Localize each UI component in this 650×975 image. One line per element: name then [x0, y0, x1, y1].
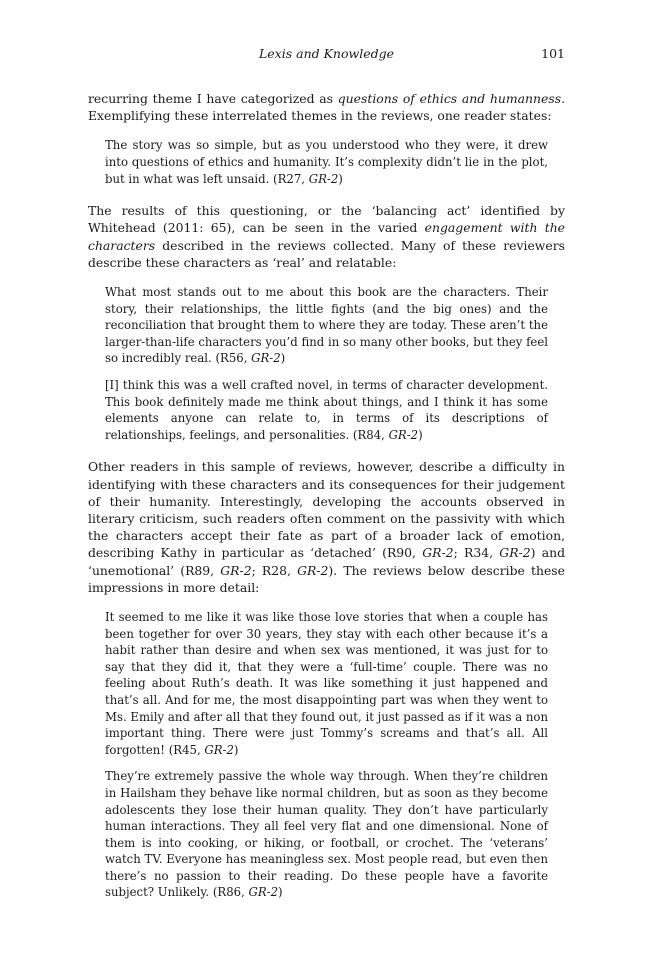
running-head: Lexis and Knowledge: [258, 46, 395, 61]
italic-term: engagement with the characters: [88, 220, 566, 253]
text-run: [I] think this was a well crafted novel, in terms of character development. This book definitely made me think about things, and I think it has some elements anyone can relate to, in terms of its descriptions of relationships, feelings, and personalities. (R84,: [105, 377, 548, 442]
block-quote-1: [105, 137, 548, 187]
source-code: GR-2: [499, 545, 531, 561]
paragraph-1: [88, 90, 565, 124]
text-run: ): [280, 351, 286, 366]
page-header: [88, 46, 565, 64]
block-quote-2: [105, 284, 548, 367]
text-run: described in the reviews collected. Many of these reviewers describe these characters as ‘real’ and relatable:: [88, 237, 565, 270]
italic-term: questions of ethics and humanness: [337, 91, 562, 106]
source-code: GR-2: [422, 545, 454, 561]
text-run: ): [278, 885, 283, 900]
block-quote-4: [105, 609, 548, 758]
text-run: The results of this questioning, or the ‘balancing act’ identified by Whitehead (2011: 65), can be seen in the varied: [88, 203, 565, 236]
source-code: GR-2: [248, 885, 279, 900]
text-run: ; R28,: [251, 562, 298, 578]
text-run: ): [233, 742, 239, 757]
block-quote-5: [105, 768, 548, 901]
text-run: recurring theme I have categorized as: [88, 91, 338, 106]
source-code: GR-2: [251, 351, 281, 366]
page-body: [88, 90, 565, 911]
page-number: 101: [541, 46, 565, 61]
text-run: What most stands out to me about this book are the characters. Their story, their relationships, the little fights (and the big ones) and the reconciliation that brought them to where they are today. These aren’t the larger-than-life characters you’d find in so many other books, but they feel so incredibly real. (R56,: [105, 285, 548, 366]
source-code: GR-2: [308, 171, 339, 186]
text-run: ): [418, 427, 423, 442]
paragraph-2: [88, 202, 565, 271]
text-run: ) and ‘unemotional’ (R89,: [88, 545, 565, 578]
source-code: GR-2: [220, 562, 252, 578]
text-run: They’re extremely passive the whole way through. When they’re children in Hailsham they behave like normal children, but as soon as they become adolescents they lose their human quality. They don’t have particularly human interactions. They all feel very flat and one dimensional. None of them is into cooking, or hiking, or football, or crochet. The ‘veterans’ watch TV. Everyone has meaningless sex. Most people read, but even then there’s no passion to their reading. Do these people have a favorite subject? Unlikely. (R86,: [105, 769, 548, 900]
source-code: GR-2: [388, 427, 419, 442]
text-run: ; R34,: [453, 545, 500, 561]
text-run: The story was so simple, but as you understood who they were, it drew into questions of ethics and humanity. It’s complexity didn’t lie in the plot, but in what was left unsaid. (R27,: [105, 138, 548, 186]
text-run: Other readers in this sample of reviews, however, describe a difficulty in identifying with these characters and its consequences for their judgement of their humanity. Interestingly, developing the accounts observed in literary criticism, such readers often comment on the passivity with which the characters accept their fate as part of a broader lack of emotion, describing Kathy in particular as ‘detached’ (R90,: [88, 459, 565, 561]
paragraph-3: [88, 458, 565, 596]
source-code: GR-2: [204, 742, 234, 757]
text-run: ). The reviews below describe these impressions in more detail:: [88, 562, 565, 595]
text-run: . Exemplifying these interrelated themes in the reviews, one reader states:: [88, 91, 566, 124]
text-run: ): [338, 171, 343, 186]
text-run: It seemed to me like it was like those love stories that when a couple has been together for over 30 years, they stay with each other because it’s a habit rather than desire and when sex was mentioned, it was just for to say that they did it, that they were a ‘full-time’ couple. There was no feeling about Ruth’s death. It was like something it just happened and that’s all. And for me, the most disappointing part was when they went to Ms. Emily and after all that they found out, it just passed as if it was a non important thing. There were just Tommy’s screams and that’s all. All forgotten! (R45,: [105, 609, 548, 757]
source-code: GR-2: [297, 562, 329, 578]
block-quote-3: [105, 377, 548, 443]
